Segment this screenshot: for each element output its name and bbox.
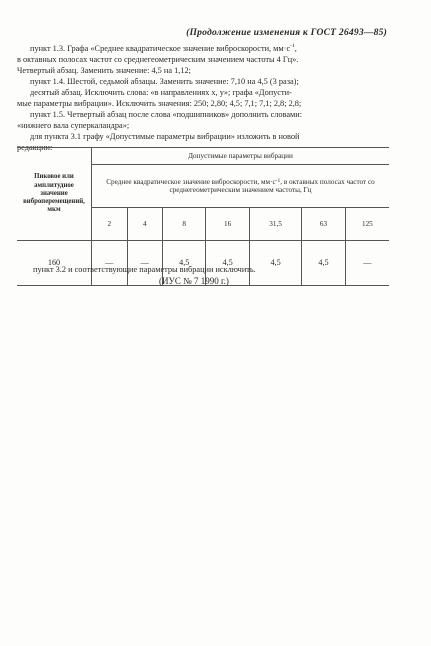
frequency-cell: 2 <box>92 208 128 241</box>
frequency-cell: 8 <box>163 208 206 241</box>
paragraph-line-7: пункт 1.5. Четвертый абзац после слова «подшипников» дополнить словами: <box>30 110 303 119</box>
frequency-cell: 125 <box>345 208 389 241</box>
value-cell: — <box>92 241 128 286</box>
paragraph-line-5: десятый абзац. Исключить слова: «в направлениях x, y»; графа «Допусти- <box>30 88 292 97</box>
paragraph-line-4: пункт 1.4. Шестой, седьмой абзацы. Заменить значение: 7,10 на 4,5 (3 раза); <box>30 77 299 86</box>
paragraph-line-6: мые параметры вибрации». Исключить значения: 250; 2,80; 4,5; 7,1; 7,1; 2,8; 2,8; <box>17 99 302 108</box>
paragraph-line-1: пункт 1.3. Графа «Среднее квадратическое значение виброскорости, $мм\cdot с^{-1}$, <box>30 43 297 53</box>
paragraph-line-2: в октавных полосах частот со среднегеометрическим значением частоты 4 Гц». <box>17 55 299 64</box>
page-header: (Продолжение изменения к ГОСТ 26493—85) <box>186 27 387 38</box>
value-cell: 4,5 <box>249 241 301 286</box>
amendment-text <box>17 43 389 153</box>
frequency-cell: 4 <box>127 208 163 241</box>
value-cell: — <box>345 241 389 286</box>
table-caption: Допустимые параметры вибрации <box>92 148 390 165</box>
paragraph-line-8: «нижнего вала суперкаландра»; <box>17 121 130 130</box>
frequency-cell: 16 <box>206 208 249 241</box>
paragraph-line-9: для пункта 3.1 графу «Допустимые параметры вибрации» изложить в новой <box>30 132 300 141</box>
row-label: 160 <box>17 241 92 286</box>
row-header: Пиковое или амплитудное значение виброперемещений, мкм <box>17 148 92 241</box>
footer-reference: (ИУС № 7 1990 г.) <box>159 276 229 286</box>
paragraph-line-3: Четвертый абзац. Заменить значение: 4,5 на 1,12; <box>17 66 191 75</box>
paragraph-line-10: редакции: <box>17 143 53 152</box>
value-cell: 4,5 <box>163 241 206 286</box>
value-cell: — <box>127 241 163 286</box>
frequency-cell: 63 <box>302 208 345 241</box>
value-cell: 4,5 <box>206 241 249 286</box>
value-cell: 4,5 <box>302 241 345 286</box>
table-sub-caption: Среднее квадратическое значение виброскорости, $мм\cdot с^{-1}$, в октавных полосах частот со среднегеометрическим значением частоты, Гц <box>92 165 390 208</box>
frequency-cell: 31,5 <box>249 208 301 241</box>
footer-line: пункт 3.2 и соответствующие параметры вибрации исключить. <box>33 265 256 274</box>
